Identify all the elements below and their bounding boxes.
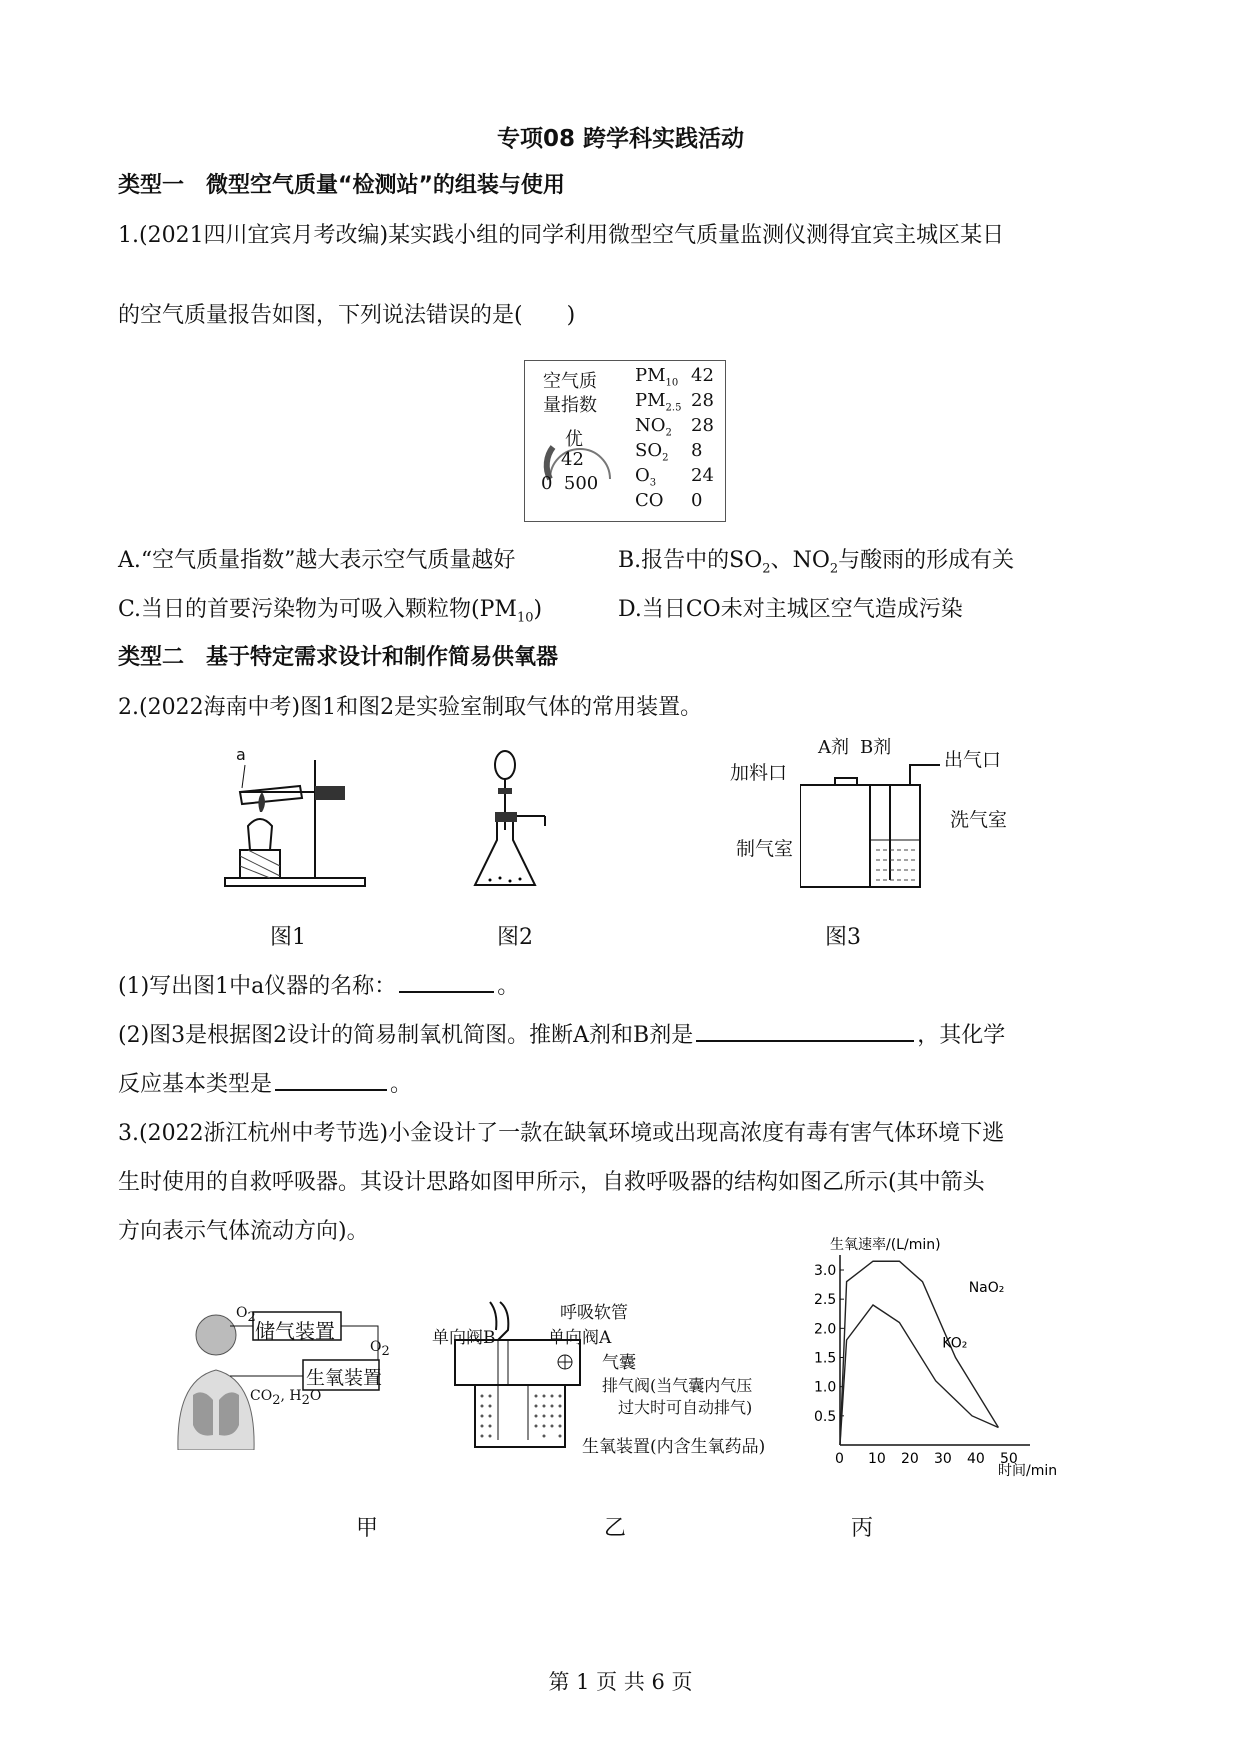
fig3-reaction-chamber-label: 制气室 (736, 838, 794, 860)
aqi-pollutant-value: 42 (691, 365, 714, 386)
option-c: C.当日的首要污染物为可吸入颗粒物$(PM_{10})$ (118, 597, 543, 626)
fig-yi-bag-label: 气囊 (602, 1353, 636, 1373)
figure-bing-caption: 丙 (851, 1516, 874, 1541)
y-tick-label: 3.0 (814, 1263, 837, 1279)
aqi-scale: 0 500 (541, 473, 599, 494)
fig-yi-valve-b-label: 单向阀B (432, 1328, 496, 1348)
y-tick-label: 1.5 (814, 1350, 837, 1367)
fig3-inlet-label: 加料口 (730, 762, 788, 784)
aqi-pollutant-value: 24 (691, 465, 714, 486)
aqi-pollutant-name: $NO_2$ (635, 415, 672, 439)
y-tick-label: 0.5 (814, 1408, 837, 1425)
figure-1-caption: 图1 (270, 925, 306, 950)
section-heading-1: 类型一 微型空气质量“检测站”的组装与使用 (118, 173, 565, 198)
aqi-pollutant-value: 28 (691, 415, 714, 436)
question-1-line-1: 1.(2021四川宜宾月考改编)某实践小组的同学利用微型空气质量监测仪测得宜宾主城区某日 (118, 223, 1005, 248)
aqi-label-line-1: 空气质 (543, 371, 597, 392)
fig-yi-exhaust-label-2: 过大时可自动排气) (618, 1398, 753, 1417)
y-tick-label: 2.5 (814, 1292, 837, 1309)
page-title: 专项08 跨学科实践活动 (496, 126, 744, 152)
fig-yi-generator-label: 生氧装置(内含生氧药品) (582, 1437, 766, 1457)
aqi-pollutant-row (635, 440, 723, 464)
figure-bing-oxygen-rate-chart (800, 1235, 1100, 1480)
x-tick-label: 20 (901, 1451, 919, 1467)
fig-jia-o2-right: $O_2$ (370, 1339, 390, 1359)
aqi-pollutant-row (635, 365, 723, 389)
figure-2-flask-apparatus (470, 740, 560, 890)
fig3-agent-b-label: B剂 (860, 737, 892, 758)
aqi-pollutant-name: $PM_{10}$ (635, 365, 679, 389)
aqi-value: 42 (561, 449, 584, 470)
question-2-sub-2-line-1: (2)图3是根据图2设计的简易制氧机简图。推断A剂和B剂是 ，其化学 (118, 1018, 1005, 1049)
aqi-pollutant-row (635, 415, 723, 439)
x-tick-label: 40 (967, 1451, 985, 1467)
question-3-line-2: 生时使用的自救呼吸器。其设计思路如图甲所示，自救呼吸器的结构如图乙所示(其中箭头 (118, 1170, 985, 1195)
figure-1-label-a: a (236, 745, 246, 764)
question-2-sub-2-line-2: 反应基本类型是 。 (118, 1067, 412, 1098)
aqi-pollutant-value: 8 (691, 440, 703, 461)
fig-yi-exhaust-label-1: 排气阀(当气囊内气压 (602, 1376, 753, 1395)
y-axis-label: 生氧速率/(L/min) (830, 1237, 941, 1253)
answer-blank-2[interactable] (696, 1018, 914, 1042)
aqi-pollutant-value: 28 (691, 390, 714, 411)
figure-3-caption: 图3 (825, 925, 861, 950)
aqi-pollutant-name: CO (635, 490, 664, 511)
question-1-line-2: 的空气质量报告如图，下列说法错误的是( ) (118, 303, 576, 328)
section-heading-2: 类型二 基于特定需求设计和制作简易供氧器 (118, 645, 559, 670)
x-tick-label: 0 (835, 1451, 844, 1467)
aqi-pollutant-value: 0 (691, 490, 703, 511)
fig3-outlet-label: 出气口 (944, 749, 1002, 771)
x-tick-label: 10 (868, 1451, 886, 1467)
aqi-pollutant-row (635, 390, 723, 414)
aqi-panel (524, 360, 726, 522)
aqi-pollutant-row (635, 465, 723, 489)
option-a: A.“空气质量指数”越大表示空气质量越好 (118, 548, 516, 573)
x-tick-label: 30 (934, 1451, 952, 1467)
series-label: KO₂ (942, 1335, 968, 1352)
question-2-line-1: 2.(2022海南中考)图1和图2是实验室制取气体的常用装置。 (118, 695, 703, 720)
figure-jia-caption: 甲 (356, 1516, 379, 1541)
fig-jia-generator-label: 生氧装置 (306, 1367, 383, 1389)
x-tick-label: 50 (1000, 1451, 1018, 1467)
aqi-grade: 优 (565, 429, 583, 450)
fig-jia-o2-left: $O_2$ (236, 1305, 256, 1325)
fig3-wash-chamber-label: 洗气室 (950, 809, 1008, 831)
series-line-1 (840, 1305, 998, 1445)
y-tick-label: 1.0 (814, 1379, 837, 1396)
option-b: B.报告中的$SO_2$、$NO_2$与酸雨的形成有关 (618, 548, 1015, 577)
aqi-pollutant-name: $O_3$ (635, 465, 657, 489)
question-3-line-1: 3.(2022浙江杭州中考节选)小金设计了一款在缺氧环境或出现高浓度有毒有害气体环境下逃 (118, 1121, 1005, 1146)
y-tick-label: 2.0 (814, 1321, 837, 1338)
fig-jia-exhaled-gas: $CO_2$, $H_2O$ (250, 1388, 322, 1408)
figure-2-caption: 图2 (497, 925, 533, 950)
aqi-pollutant-row (635, 490, 723, 514)
answer-blank-3[interactable] (275, 1067, 387, 1091)
figure-yi-caption: 乙 (604, 1516, 627, 1541)
option-d: D.当日CO未对主城区空气造成污染 (618, 597, 963, 622)
fig-yi-hose-label: 呼吸软管 (560, 1303, 628, 1323)
question-2-sub-1: (1)写出图1中a仪器的名称： 。 (118, 969, 519, 1000)
fig-jia-storage-label: 储气装置 (255, 1319, 335, 1343)
x-axis-label: 时间/min (998, 1463, 1058, 1479)
fig-yi-valve-a-label: 单向阀A (548, 1328, 612, 1348)
series-label: NaO₂ (968, 1280, 1005, 1296)
answer-blank-1[interactable] (399, 969, 494, 993)
aqi-pollutant-name: $SO_2$ (635, 440, 669, 464)
fig3-agent-a-label: A剂 (818, 737, 849, 758)
question-3-line-3: 方向表示气体流动方向)。 (118, 1219, 369, 1244)
aqi-pollutant-name: $PM_{2.5}$ (635, 390, 682, 414)
page-footer: 第 1 页 共 6 页 (548, 1670, 693, 1694)
aqi-label-line-2: 量指数 (543, 395, 597, 416)
